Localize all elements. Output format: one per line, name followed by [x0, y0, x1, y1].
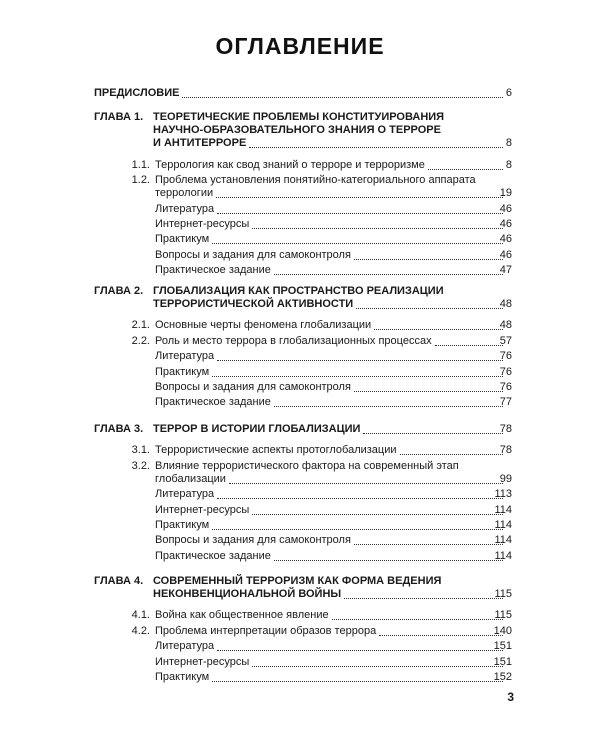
- page-ref: 47: [499, 264, 512, 277]
- dot-leader: [217, 649, 503, 651]
- toc-extra-item[interactable]: [0, 381, 600, 396]
- toc-extra-item[interactable]: [0, 671, 600, 686]
- section-title: Террористические аспекты протоглобализации: [155, 444, 397, 457]
- toc-extra-item[interactable]: [0, 233, 600, 248]
- extra-title: Вопросы и задания для самоконтроля: [155, 534, 351, 547]
- chapter-title: ТЕРРОР В ИСТОРИИ ГЛОБАЛИЗАЦИИ: [153, 423, 361, 435]
- section-number: 1.2.: [131, 174, 150, 186]
- dot-leader: [212, 528, 503, 530]
- dot-leader: [252, 513, 503, 515]
- page-ref: 48: [499, 298, 512, 311]
- toc-extra-item[interactable]: [0, 366, 600, 381]
- toc-extra-item[interactable]: [0, 640, 600, 655]
- page-title: ОГЛАВЛЕНИЕ: [215, 33, 385, 59]
- dot-leader: [212, 680, 503, 682]
- extra-title: Вопросы и задания для самоконтроля: [155, 248, 351, 261]
- page-ref: 46: [499, 233, 512, 246]
- dot-leader: [435, 344, 503, 346]
- page-ref: 77: [499, 396, 512, 409]
- extra-title: Практическое задание: [155, 396, 271, 409]
- dot-leader: [216, 196, 503, 198]
- page-ref: 151: [493, 640, 512, 653]
- toc-chapter[interactable]: [0, 285, 600, 313]
- page-ref: 46: [499, 248, 512, 261]
- section-title: Проблема установления понятийно-категориального аппарата: [155, 174, 476, 186]
- page-ref: 57: [499, 334, 512, 347]
- extra-title: Практикум: [155, 671, 210, 683]
- preface-title: ПРЕДИСЛОВИЕ: [94, 87, 180, 99]
- toc-chapter[interactable]: [0, 111, 600, 153]
- chapter-label: ГЛАВА 1.: [94, 111, 144, 123]
- toc-section[interactable]: [0, 625, 600, 640]
- extra-title: Литература: [155, 350, 215, 363]
- toc-extra-item[interactable]: [0, 264, 600, 279]
- section-title: Проблема интерпретации образов террора: [155, 624, 377, 637]
- dot-leader: [363, 432, 503, 434]
- dot-leader: [274, 559, 503, 561]
- toc-section[interactable]: [0, 460, 600, 488]
- extra-title: Практикум: [155, 233, 210, 246]
- dot-leader: [354, 543, 503, 545]
- page-ref: 114: [494, 519, 512, 531]
- section-title: террологии: [155, 187, 214, 200]
- page-ref: 113: [494, 488, 512, 501]
- page-ref: 114: [494, 549, 512, 562]
- dot-leader: [229, 482, 503, 484]
- section-title: Война как общественное явление: [155, 609, 329, 622]
- section-number: 2.2.: [131, 334, 150, 347]
- dot-leader: [252, 665, 503, 667]
- extra-title: Литература: [155, 640, 215, 653]
- dot-leader: [354, 258, 503, 260]
- chapter-title: ГЛОБАЛИЗАЦИЯ КАК ПРОСТРАНСТВО РЕАЛИЗАЦИИ: [153, 285, 444, 297]
- dot-leader: [217, 212, 503, 214]
- toc-extra-item[interactable]: [0, 218, 600, 233]
- toc-extra-item[interactable]: [0, 396, 600, 411]
- page-ref: 76: [499, 365, 512, 378]
- extra-title: Интернет-ресурсы: [155, 218, 250, 230]
- chapter-title: НАУЧНО-ОБРАЗОВАТЕЛЬНОГО ЗНАНИЯ О ТЕРРОРЕ: [153, 124, 441, 137]
- section-title: Террология как свод знаний о терроре и терроризме: [155, 158, 425, 171]
- section-number: 4.2.: [131, 624, 150, 637]
- dot-leader: [356, 307, 503, 309]
- page-ref: 8: [505, 158, 512, 171]
- extra-title: Практикум: [155, 519, 210, 531]
- section-title: Влияние террористического фактора на современный этап: [155, 459, 459, 472]
- extra-title: Вопросы и задания для самоконтроля: [155, 381, 351, 393]
- page-ref: 140: [493, 624, 512, 637]
- dot-leader: [374, 328, 503, 330]
- page-ref: 76: [499, 350, 512, 363]
- page-ref: 114: [494, 503, 512, 516]
- toc-extra-item[interactable]: [0, 249, 600, 264]
- toc-section[interactable]: [0, 444, 600, 459]
- section-number: 1.1.: [131, 158, 150, 171]
- page-ref: 46: [499, 218, 512, 230]
- page-ref: 6: [505, 87, 512, 99]
- dot-leader: [217, 359, 503, 361]
- dot-leader: [274, 273, 503, 275]
- toc-chapter[interactable]: [0, 423, 600, 438]
- page-ref: 99: [499, 472, 512, 485]
- chapter-label: ГЛАВА 4.: [94, 575, 144, 587]
- dot-leader: [249, 146, 503, 148]
- page-ref: 115: [494, 588, 512, 601]
- page-ref: 8: [505, 137, 512, 150]
- section-number: 3.2.: [131, 459, 150, 472]
- page-ref: 151: [493, 655, 512, 668]
- toc-section[interactable]: [0, 159, 600, 174]
- page-ref: 115: [494, 609, 512, 622]
- dot-leader: [217, 497, 503, 499]
- dot-leader: [332, 618, 503, 620]
- dot-leader: [182, 96, 503, 98]
- dot-leader: [354, 390, 503, 392]
- chapter-title: СОВРЕМЕННЫЙ ТЕРРОРИЗМ КАК ФОРМА ВЕДЕНИЯ: [153, 575, 442, 587]
- toc-extra-item[interactable]: [0, 656, 600, 671]
- toc-extra-item[interactable]: [0, 519, 600, 534]
- toc-section[interactable]: [0, 174, 600, 202]
- extra-title: Практическое задание: [155, 549, 271, 562]
- dot-leader: [212, 375, 503, 377]
- toc-extra-item[interactable]: [0, 550, 600, 565]
- dot-leader: [379, 634, 503, 636]
- section-number: 2.1.: [131, 319, 150, 332]
- page-ref: 114: [494, 534, 512, 547]
- dot-leader: [212, 242, 503, 244]
- page-ref: 48: [499, 319, 512, 332]
- dot-leader: [344, 597, 503, 599]
- section-title: Роль и место террора в глобализационных процессах: [155, 334, 432, 347]
- extra-title: Интернет-ресурсы: [155, 503, 250, 516]
- chapter-title: ТЕРРОРИСТИЧЕСКОЙ АКТИВНОСТИ: [153, 298, 354, 311]
- toc-chapter[interactable]: [0, 575, 600, 603]
- dot-leader: [274, 405, 503, 407]
- section-number: 3.1.: [131, 444, 150, 457]
- section-title: Основные черты феномена глобализации: [155, 319, 372, 332]
- extra-title: Литература: [155, 202, 215, 215]
- toc-extra-item[interactable]: [0, 203, 600, 218]
- dot-leader: [400, 453, 503, 455]
- toc-extra-item[interactable]: [0, 534, 600, 549]
- toc-extra-item[interactable]: [0, 504, 600, 519]
- toc-section[interactable]: [0, 609, 600, 624]
- toc-extra-item[interactable]: [0, 488, 600, 503]
- page-ref: 19: [499, 187, 512, 200]
- dot-leader: [252, 227, 503, 229]
- extra-title: Практикум: [155, 365, 210, 378]
- extra-title: Практическое задание: [155, 264, 271, 277]
- extra-title: Интернет-ресурсы: [155, 655, 250, 668]
- page-ref: 78: [499, 444, 512, 457]
- toc-section[interactable]: [0, 335, 600, 350]
- extra-title: Литература: [155, 488, 215, 501]
- chapter-title: ТЕОРЕТИЧЕСКИЕ ПРОБЛЕМЫ КОНСТИТУИРОВАНИЯ: [153, 111, 445, 123]
- chapter-label: ГЛАВА 2.: [94, 285, 144, 297]
- section-title: глобализации: [155, 472, 226, 485]
- chapter-label: ГЛАВА 3.: [94, 423, 144, 435]
- chapter-title: НЕКОНВЕНЦИОНАЛЬНОЙ ВОЙНЫ: [153, 588, 342, 601]
- toc-preface[interactable]: [0, 87, 600, 102]
- page-ref: 76: [499, 381, 512, 393]
- page-ref: 78: [499, 423, 512, 435]
- toc-extra-item[interactable]: [0, 350, 600, 365]
- page-ref: 152: [493, 671, 512, 683]
- page-ref: 46: [499, 202, 512, 215]
- chapter-title: И АНТИТЕРРОРЕ: [153, 137, 247, 150]
- page-number: 3: [507, 690, 514, 704]
- section-number: 4.1.: [131, 609, 150, 622]
- dot-leader: [428, 168, 503, 170]
- toc-section[interactable]: [0, 319, 600, 334]
